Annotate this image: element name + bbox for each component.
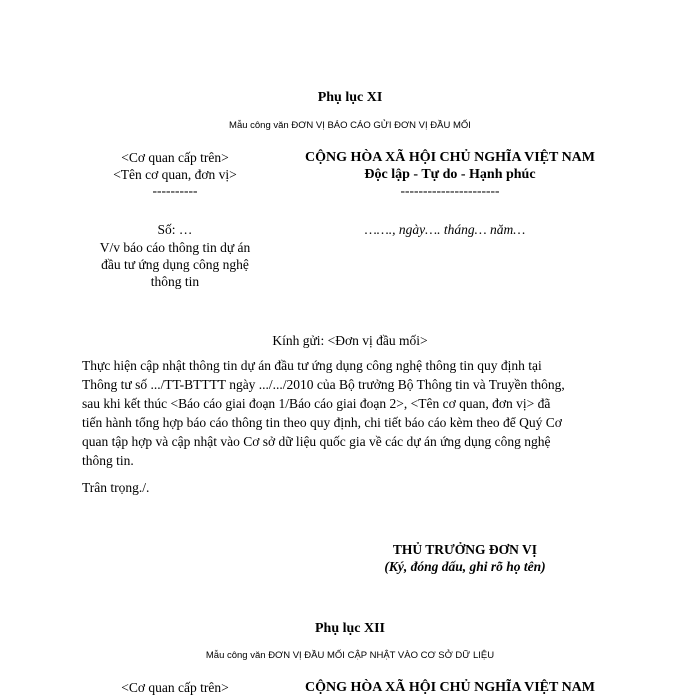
document-number: Số: … (157, 222, 193, 237)
signature-title: THỦ TRƯỞNG ĐƠN VỊ (392, 542, 538, 557)
nation-title: CỘNG HÒA XÃ HỘI CHỦ NGHĨA VIỆT NAM (304, 150, 595, 165)
right-header-divider: ---------------------- (400, 183, 500, 198)
appendix-xi-subtitle: Mẫu công văn ĐƠN VỊ BÁO CÁO GỬI ĐƠN VỊ ĐẦU MỐI (229, 120, 471, 131)
appendix-xii-subtitle: Mẫu công văn ĐƠN VỊ ĐẦU MỐI CẬP NHẬT VÀO CƠ SỞ DỮ LIỆU (205, 650, 495, 661)
body-line: sau khi kết thúc <Báo cáo giai đoạn 1/Báo cáo giai đoạn 2>, <Tên cơ quan, đơn vị> đã (82, 396, 551, 411)
date-line: ……., ngày…. tháng… năm… (364, 222, 526, 237)
body-line: thông tin. (82, 453, 134, 468)
body-line: Thông tư số .../TT-BTTTT ngày .../.../2010 của Bộ trưởng Bộ Thông tin và Truyền thông, (82, 377, 565, 392)
recipient-line: Kính gửi: <Đơn vị đầu mối> (272, 333, 428, 348)
left-header-divider: ---------- (152, 183, 198, 198)
body-paragraph (82, 356, 622, 470)
body-line: Thực hiện cập nhật thông tin dự án đầu tư ứng dụng công nghệ thông tin quy định tại (82, 358, 542, 373)
subject-line-1: V/v báo cáo thông tin dự án (99, 240, 251, 255)
closing-line: Trân trọng./. (82, 480, 150, 495)
subject-line-3: thông tin (150, 274, 200, 289)
appendix-xii-nation-title: CỘNG HÒA XÃ HỘI CHỦ NGHĨA VIỆT NAM (304, 680, 595, 695)
superior-agency-placeholder: <Cơ quan cấp trên> (121, 150, 229, 165)
agency-name-placeholder: <Tên cơ quan, đơn vị> (113, 167, 237, 182)
appendix-xii-title: Phụ lục XII (314, 621, 386, 636)
appendix-xi-title: Phụ lục XI (317, 90, 383, 105)
body-line: quan tập hợp và cập nhật vào Cơ sở dữ liệu quốc gia về các dự án ứng dụng công nghệ (82, 434, 551, 449)
subject-line-2: đầu tư ứng dụng công nghệ (101, 257, 249, 272)
body-line: tiến hành tổng hợp báo cáo thông tin theo quy định, chi tiết báo cáo kèm theo để Quý Cơ (82, 415, 562, 430)
signature-note: (Ký, đóng dấu, ghi rõ họ tên) (384, 559, 546, 574)
nation-motto: Độc lập - Tự do - Hạnh phúc (364, 167, 536, 182)
appendix-xii-superior-agency: <Cơ quan cấp trên> (121, 680, 229, 695)
